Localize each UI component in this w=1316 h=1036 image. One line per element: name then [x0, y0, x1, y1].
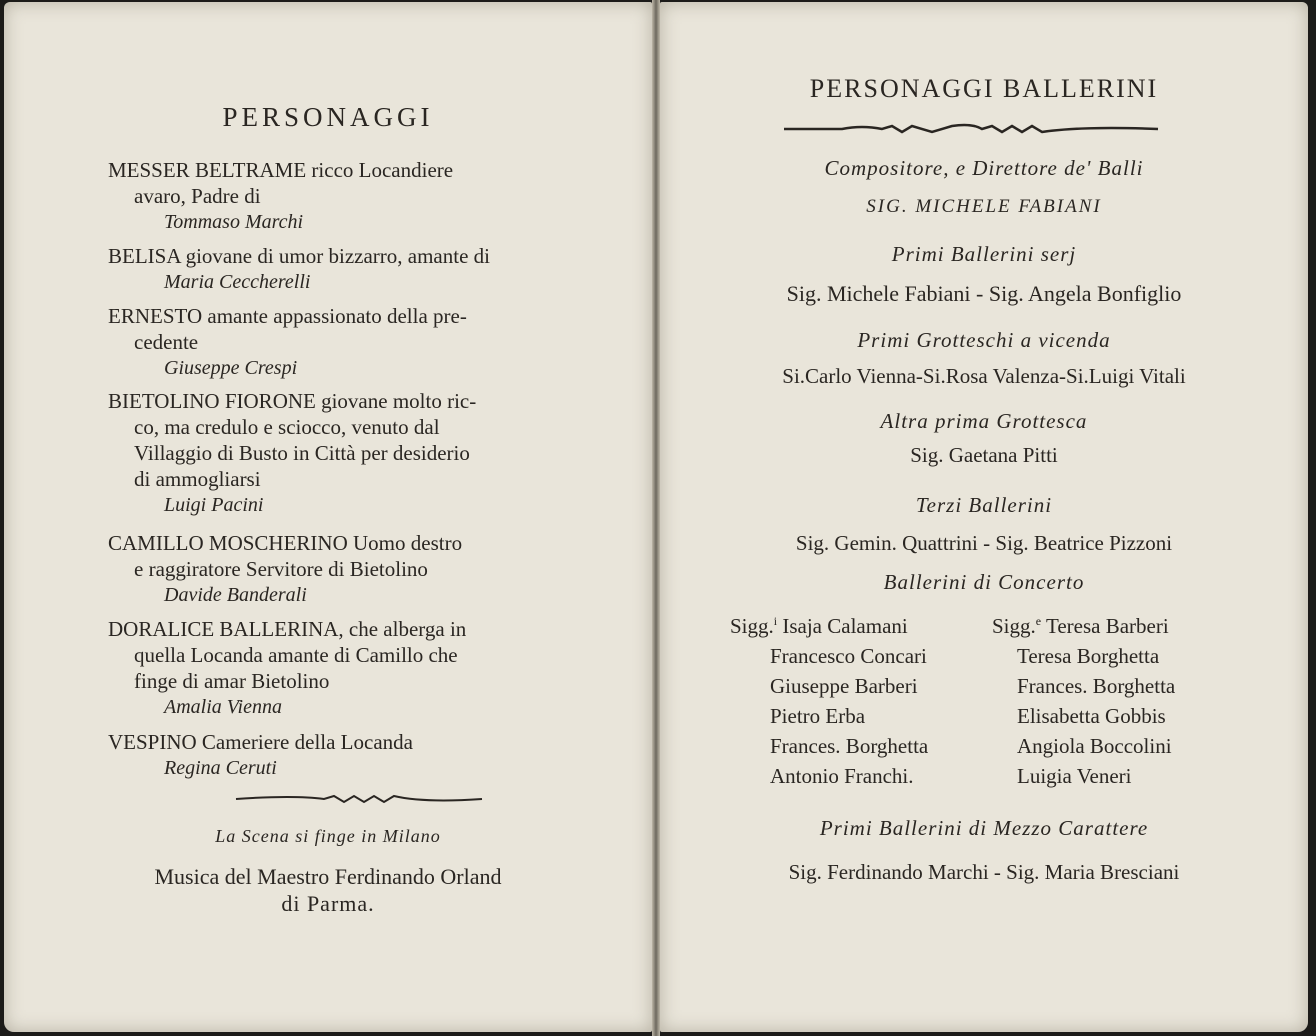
role-line: cedente: [134, 330, 199, 354]
dancer-name: Antonio Franchi.: [770, 764, 914, 788]
list-item: [992, 606, 1232, 641]
concerto-men-column: [730, 606, 990, 791]
dancer-name: Teresa Borghetta: [1017, 644, 1160, 668]
women-prefix: Sigg.: [992, 614, 1036, 638]
concerto-women-column: [992, 606, 1232, 791]
character-entry-2: [108, 243, 600, 295]
dancer-name: Elisabetta Gobbis: [1017, 704, 1166, 728]
left-page: [4, 2, 652, 1032]
dancer-name: Luigia Veneri: [1017, 764, 1132, 788]
character-entry-4: [108, 388, 600, 518]
scene-note: La Scena si finge in Milano: [215, 826, 441, 846]
grotteschi-names: Si.Carlo Vienna-Si.Rosa Valenza-Si.Luigi Vitali: [782, 364, 1186, 388]
composer-label: Compositore, e Direttore de' Balli: [824, 156, 1144, 180]
dancer-name: Isaja Calamani: [782, 614, 908, 638]
role-line: avaro, Padre di: [134, 184, 261, 208]
role-line: co, ma credulo e sciocco, venuto dal: [134, 415, 440, 439]
mezzo-carattere-names: Sig. Ferdinando Marchi - Sig. Maria Bresciani: [788, 860, 1180, 884]
men-prefix: Sigg.: [730, 614, 774, 638]
role-line: ERNESTO amante appassionato della pre-: [108, 304, 467, 328]
primi-serj-label: Primi Ballerini serj: [891, 242, 1077, 266]
character-entry-3: [108, 303, 600, 381]
dancer-name: Pietro Erba: [770, 704, 866, 728]
composer-name: SIG. MICHELE FABIANI: [866, 196, 1102, 217]
music-credit-line-2: di Parma.: [281, 891, 375, 916]
character-entry-7: [108, 729, 600, 781]
terzi-names: Sig. Gemin. Quattrini - Sig. Beatrice Pizzoni: [795, 531, 1173, 555]
altra-grottesca-name: Sig. Gaetana Pitti: [910, 443, 1058, 467]
role-line: BIETOLINO FIORONE giovane molto ric-: [108, 389, 477, 413]
ornament-divider-icon: [782, 122, 1160, 136]
dancer-name: Giuseppe Barberi: [770, 674, 918, 698]
list-item: [730, 606, 990, 641]
character-entry-5: [108, 530, 600, 608]
women-prefix-sup: e: [1035, 614, 1042, 628]
dancer-name: Francesco Concari: [770, 644, 927, 668]
concerto-label: Ballerini di Concerto: [883, 570, 1085, 594]
character-entry-1: [108, 157, 600, 235]
role-line: quella Locanda amante di Camillo che: [134, 643, 458, 667]
role-line: CAMILLO MOSCHERINO Uomo destro: [108, 531, 463, 555]
actor-name: Luigi Pacini: [164, 494, 264, 516]
mezzo-carattere-label: Primi Ballerini di Mezzo Carattere: [819, 816, 1149, 840]
music-credit-line-1: Musica del Maestro Ferdinando Orland: [154, 864, 502, 889]
role-line: Villaggio di Busto in Città per desiderio: [134, 441, 470, 465]
actor-name: Giuseppe Crespi: [164, 357, 298, 379]
role-line: DORALICE BALLERINA, che alberga in: [108, 617, 467, 641]
role-line: di ammogliarsi: [134, 467, 261, 491]
role-line: MESSER BELTRAME ricco Locandiere: [108, 158, 454, 182]
actor-name: Davide Banderali: [164, 584, 307, 606]
actor-name: Tommaso Marchi: [164, 211, 304, 233]
role-line: e raggiratore Servitore di Bietolino: [134, 557, 428, 581]
dancer-name: Angiola Boccolini: [1017, 734, 1172, 758]
actor-name: Regina Ceruti: [164, 757, 277, 779]
right-page-title: PERSONAGGI BALLERINI: [809, 74, 1159, 103]
actor-name: Maria Ceccherelli: [164, 271, 311, 293]
character-entry-6: [108, 616, 600, 720]
right-page: [660, 2, 1308, 1032]
terzi-label: Terzi Ballerini: [915, 493, 1053, 517]
dancer-name: Frances. Borghetta: [770, 734, 929, 758]
left-page-title: PERSONAGGI: [222, 102, 434, 132]
role-line: BELISA giovane di umor bizzarro, amante di: [108, 244, 490, 268]
dancer-name: Frances. Borghetta: [1017, 674, 1176, 698]
actor-name: Amalia Vienna: [164, 696, 282, 718]
primi-serj-names: Sig. Michele Fabiani - Sig. Angela Bonfiglio: [786, 281, 1182, 306]
book-gutter: [652, 0, 660, 1036]
altra-grottesca-label: Altra prima Grottesca: [880, 409, 1088, 433]
role-line: VESPINO Cameriere della Locanda: [108, 730, 413, 754]
men-prefix-sup: i: [773, 614, 778, 628]
role-line: finge di amar Bietolino: [134, 669, 330, 693]
ornament-divider-icon: [234, 792, 484, 806]
dancer-name: Teresa Barberi: [1045, 614, 1169, 638]
grotteschi-label: Primi Grotteschi a vicenda: [857, 328, 1111, 352]
